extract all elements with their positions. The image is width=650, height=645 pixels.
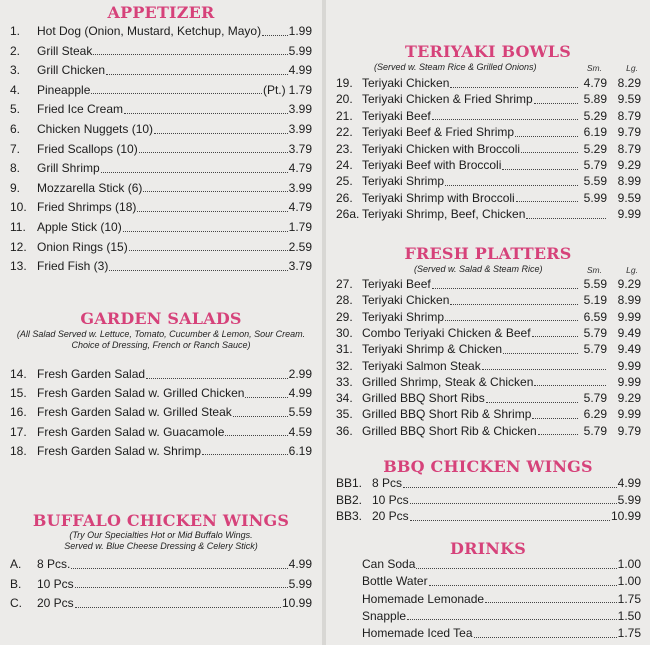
item-name: Teriyaki Chicken & Fried Shrimp bbox=[362, 92, 533, 107]
menu-item bbox=[336, 310, 641, 324]
item-name: Grilled BBQ Short Rib & Shrimp bbox=[362, 407, 532, 422]
menu-item bbox=[10, 386, 312, 400]
item-name: Fresh Garden Salad w. Grilled Chicken bbox=[37, 386, 245, 401]
item-name: Teriyaki Shrimp bbox=[362, 174, 445, 189]
item-number: 9. bbox=[10, 180, 21, 195]
dot-leader bbox=[71, 568, 287, 569]
item-name: Fresh Garden Salad w. Guacamole bbox=[37, 424, 225, 439]
item-number: BB2. bbox=[336, 492, 363, 507]
item-price: 4.79 bbox=[288, 200, 312, 215]
item-name: Onion Rings (15) bbox=[37, 239, 128, 254]
dot-leader bbox=[154, 133, 288, 134]
menu-item bbox=[10, 367, 312, 381]
item-number: 11. bbox=[10, 220, 26, 234]
dot-leader bbox=[516, 201, 578, 202]
item-price-small: 6.29 bbox=[583, 407, 607, 422]
dot-leader bbox=[474, 637, 617, 638]
item-price: 1.75 bbox=[617, 626, 641, 641]
item-number: 12. bbox=[10, 239, 27, 254]
item-name: Fresh Garden Salad w. Grilled Steak bbox=[37, 405, 232, 420]
menu-item bbox=[10, 577, 312, 591]
item-price-small: 5.29 bbox=[583, 108, 607, 123]
dot-leader bbox=[245, 397, 287, 398]
dot-leader bbox=[538, 434, 578, 435]
item-number: 19. bbox=[336, 76, 353, 90]
dot-leader bbox=[410, 503, 617, 504]
item-price: 4.99 bbox=[288, 557, 312, 571]
menu-item bbox=[336, 342, 641, 356]
item-price: 3.79 bbox=[288, 259, 312, 274]
menu-item bbox=[362, 609, 641, 623]
dot-leader bbox=[75, 607, 281, 608]
menu-item bbox=[10, 83, 312, 97]
item-number: C. bbox=[10, 596, 22, 610]
garden-salads-title: GARDEN SALADS bbox=[80, 309, 242, 328]
item-name: Fried Fish (3) bbox=[37, 259, 109, 274]
menu-item bbox=[336, 191, 641, 205]
item-price: 5.99 bbox=[288, 43, 312, 58]
dot-leader bbox=[91, 93, 262, 94]
item-number: 22. bbox=[336, 125, 353, 140]
dot-leader bbox=[486, 402, 578, 403]
menu-item bbox=[10, 240, 312, 254]
dot-leader bbox=[534, 385, 606, 386]
item-number: 35. bbox=[336, 407, 353, 422]
item-number: 13. bbox=[10, 259, 27, 274]
item-number: 33. bbox=[336, 374, 353, 389]
item-number: 15. bbox=[10, 386, 27, 401]
item-price-large: 9.99 bbox=[617, 374, 641, 389]
menu-item bbox=[10, 181, 312, 195]
item-name: 10 Pcs bbox=[37, 576, 74, 591]
item-price: 2.59 bbox=[288, 239, 312, 254]
item-price: 4.99 bbox=[288, 386, 312, 401]
item-price-small: 5.19 bbox=[583, 293, 607, 308]
item-name: 8 Pcs. bbox=[37, 557, 71, 571]
item-price-small: 5.89 bbox=[583, 92, 607, 107]
dot-leader bbox=[403, 487, 617, 488]
menu-item bbox=[336, 407, 641, 421]
dot-leader bbox=[109, 270, 287, 271]
item-number: 28. bbox=[336, 293, 353, 308]
drinks-title: DRINKS bbox=[450, 539, 526, 558]
item-name: Teriyaki Beef & Fried Shrimp bbox=[362, 125, 515, 140]
item-price-large: 9.29 bbox=[617, 158, 641, 172]
menu-right-column bbox=[326, 0, 650, 645]
item-number: 1. bbox=[10, 24, 21, 38]
item-price-small: 5.79 bbox=[583, 158, 607, 172]
item-number: 27. bbox=[336, 277, 353, 291]
dot-leader bbox=[202, 454, 288, 455]
menu-item bbox=[10, 142, 312, 156]
item-name: Apple Stick (10) bbox=[37, 220, 122, 234]
item-price-small: 5.59 bbox=[583, 174, 607, 189]
item-name: Teriyaki Beef bbox=[362, 277, 431, 291]
item-number: 30. bbox=[336, 325, 353, 340]
item-price-small: 5.99 bbox=[583, 190, 607, 205]
item-price: 5.59 bbox=[288, 405, 312, 420]
item-name: Grill Steak bbox=[37, 43, 93, 58]
fresh-platters-lg-header: Lg. bbox=[626, 265, 638, 275]
item-name: Pineapple bbox=[37, 82, 91, 97]
dot-leader bbox=[482, 369, 606, 370]
dot-leader bbox=[262, 35, 288, 36]
buffalo-wings-note-line1: (Try Our Specialties Hot or Mid Buffalo Wings. bbox=[69, 530, 253, 540]
item-number: 2. bbox=[10, 43, 21, 58]
menu-item bbox=[10, 102, 312, 116]
item-price-large: 8.29 bbox=[617, 76, 641, 90]
menu-item bbox=[336, 293, 641, 307]
menu-item bbox=[10, 425, 312, 439]
item-price-small: 5.79 bbox=[583, 391, 607, 406]
menu-item bbox=[336, 125, 641, 139]
item-name: Grilled BBQ Short Rib & Chicken bbox=[362, 423, 537, 438]
menu-left-column bbox=[0, 0, 322, 645]
item-number: 36. bbox=[336, 423, 353, 438]
dot-leader bbox=[450, 304, 578, 305]
teriyaki-bowls-lg-header: Lg. bbox=[626, 63, 638, 73]
item-number: 24. bbox=[336, 158, 353, 172]
item-price-large: 9.99 bbox=[617, 407, 641, 422]
item-name: Teriyaki Shrimp with Broccoli bbox=[362, 190, 515, 205]
menu-item bbox=[362, 626, 641, 640]
item-price: 2.99 bbox=[288, 367, 312, 381]
item-price: 5.99 bbox=[617, 492, 641, 507]
item-price-large: 9.29 bbox=[617, 277, 641, 291]
item-number: 29. bbox=[336, 309, 353, 324]
item-price: 4.79 bbox=[288, 161, 312, 176]
menu-item bbox=[10, 259, 312, 273]
item-price-small: 5.29 bbox=[583, 141, 607, 156]
garden-salads-note-line2: Choice of Dressing, French or Ranch Sauce) bbox=[71, 340, 251, 350]
menu-item bbox=[336, 424, 641, 438]
item-name: 8 Pcs bbox=[372, 476, 403, 490]
item-price-large: 9.49 bbox=[617, 325, 641, 340]
dot-leader bbox=[143, 191, 287, 192]
item-name: Homemade Lemonade bbox=[362, 591, 485, 606]
menu-item bbox=[10, 44, 312, 58]
item-number: 26a. bbox=[336, 207, 360, 222]
teriyaki-bowls-note: (Served w. Steam Rice & Grilled Onions) bbox=[374, 62, 537, 72]
buffalo-wings-note-line2: Served w. Blue Cheese Dressing & Celery Stick) bbox=[64, 541, 258, 551]
item-number: 23. bbox=[336, 141, 353, 156]
menu-item bbox=[336, 76, 641, 90]
dot-leader bbox=[407, 619, 617, 620]
item-price-large: 9.29 bbox=[617, 391, 641, 406]
menu-item bbox=[336, 142, 641, 156]
menu-item bbox=[336, 207, 641, 221]
item-price: 1.50 bbox=[617, 608, 641, 623]
item-price-small: 5.79 bbox=[583, 423, 607, 438]
item-name: Combo Teriyaki Chicken & Beef bbox=[362, 325, 531, 340]
dot-leader bbox=[106, 74, 288, 75]
item-name: Grill Chicken bbox=[37, 63, 106, 78]
item-name: Hot Dog (Onion, Mustard, Ketchup, Mayo) bbox=[37, 24, 262, 38]
item-price: 3.99 bbox=[288, 122, 312, 136]
item-price-large: 9.59 bbox=[617, 190, 641, 205]
item-price: 4.59 bbox=[288, 424, 312, 439]
item-name: Teriyaki Chicken bbox=[362, 293, 450, 308]
item-price-small: 6.19 bbox=[583, 125, 607, 140]
menu-item bbox=[10, 200, 312, 214]
menu-item bbox=[336, 359, 641, 373]
dot-leader bbox=[450, 87, 578, 88]
menu-item bbox=[336, 109, 641, 123]
item-price-large: 8.99 bbox=[617, 293, 641, 308]
dot-leader bbox=[123, 231, 288, 232]
item-number: 18. bbox=[10, 443, 27, 458]
appetizer-title: APPETIZER bbox=[107, 3, 215, 22]
menu-item bbox=[336, 375, 641, 389]
item-number: 5. bbox=[10, 102, 21, 117]
teriyaki-bowls-title: TERIYAKI BOWLS bbox=[405, 42, 571, 61]
item-name: Fried Shrimps (18) bbox=[37, 200, 137, 215]
dot-leader bbox=[139, 152, 288, 153]
menu-item bbox=[10, 24, 312, 38]
dot-leader bbox=[432, 119, 578, 120]
item-name: Homemade Iced Tea bbox=[362, 626, 473, 641]
dot-leader bbox=[521, 152, 578, 153]
item-name: Fresh Garden Salad w. Shrimp bbox=[37, 443, 202, 458]
item-price-small: 5.59 bbox=[583, 277, 607, 291]
item-price-small: 5.79 bbox=[583, 342, 607, 357]
item-number: 16. bbox=[10, 405, 27, 420]
item-number: A. bbox=[10, 557, 22, 571]
item-name: Teriyaki Beef with Broccoli bbox=[362, 158, 502, 172]
dot-leader bbox=[534, 103, 578, 104]
dot-leader bbox=[532, 418, 578, 419]
item-price: 1.79 bbox=[288, 220, 312, 234]
menu-item bbox=[362, 592, 641, 606]
item-name: Teriyaki Shrimp, Beef, Chicken bbox=[362, 207, 526, 222]
dot-leader bbox=[432, 288, 578, 289]
item-name: 20 Pcs bbox=[372, 509, 409, 523]
item-name: Bottle Water bbox=[362, 574, 428, 589]
item-name: Teriyaki Shrimp bbox=[362, 309, 445, 324]
dot-leader bbox=[146, 378, 288, 379]
item-price-large: 9.99 bbox=[617, 358, 641, 373]
item-price-large: 8.79 bbox=[617, 141, 641, 156]
item-number: 32. bbox=[336, 358, 353, 373]
item-price: 6.19 bbox=[288, 443, 312, 458]
menu-item bbox=[336, 174, 641, 188]
dot-leader bbox=[101, 172, 288, 173]
item-name: Chicken Nuggets (10) bbox=[37, 122, 154, 136]
dot-leader bbox=[502, 169, 578, 170]
item-number: 7. bbox=[10, 141, 21, 156]
item-number: 3. bbox=[10, 63, 21, 78]
dot-leader bbox=[429, 585, 617, 586]
item-number: 10. bbox=[10, 200, 27, 215]
dot-leader bbox=[233, 416, 288, 417]
menu-item bbox=[362, 574, 641, 588]
dot-leader bbox=[503, 353, 578, 354]
menu-item bbox=[336, 277, 641, 291]
item-price-small: 6.59 bbox=[583, 309, 607, 324]
item-number: 34. bbox=[336, 391, 353, 406]
item-name: Teriyaki Salmon Steak bbox=[362, 358, 481, 373]
item-name: Grilled Shrimp, Steak & Chicken bbox=[362, 374, 534, 389]
menu-item bbox=[10, 63, 312, 77]
item-price-large: 8.99 bbox=[617, 174, 641, 189]
dot-leader bbox=[416, 568, 616, 569]
item-price-small: 5.79 bbox=[583, 325, 607, 340]
dot-leader bbox=[137, 211, 287, 212]
menu-item bbox=[336, 92, 641, 106]
item-price: 1.99 bbox=[288, 24, 312, 38]
item-name: Can Soda bbox=[362, 557, 416, 571]
dot-leader bbox=[445, 185, 578, 186]
item-number: 26. bbox=[336, 190, 353, 205]
item-price: 3.99 bbox=[288, 180, 312, 195]
item-price: 4.99 bbox=[288, 63, 312, 78]
menu-item bbox=[336, 509, 641, 523]
dot-leader bbox=[124, 113, 288, 114]
item-name: Teriyaki Chicken with Broccoli bbox=[362, 141, 521, 156]
dot-leader bbox=[93, 54, 287, 55]
item-name: 10 Pcs bbox=[372, 492, 409, 507]
fresh-platters-note: (Served w. Salad & Steam Rice) bbox=[414, 264, 543, 274]
item-price-large: 9.99 bbox=[617, 309, 641, 324]
item-name: Teriyaki Shrimp & Chicken bbox=[362, 342, 503, 357]
dot-leader bbox=[515, 136, 578, 137]
dot-leader bbox=[225, 435, 287, 436]
item-number: B. bbox=[10, 576, 22, 591]
item-price: 4.99 bbox=[617, 476, 641, 490]
item-number: 6. bbox=[10, 122, 21, 136]
item-name: Snapple bbox=[362, 608, 407, 623]
item-number: 14. bbox=[10, 367, 27, 381]
item-name: 20 Pcs bbox=[37, 596, 74, 610]
dot-leader bbox=[485, 602, 617, 603]
item-price-large: 9.49 bbox=[617, 342, 641, 357]
bbq-wings-title: BBQ CHICKEN WINGS bbox=[383, 457, 593, 476]
item-price-large: 9.79 bbox=[617, 125, 641, 140]
item-price: 1.79 bbox=[288, 82, 312, 97]
menu-item bbox=[336, 326, 641, 340]
item-price: 1.75 bbox=[617, 591, 641, 606]
item-number: BB3. bbox=[336, 509, 363, 523]
item-name: Grilled BBQ Short Ribs bbox=[362, 391, 485, 406]
item-price: 10.99 bbox=[610, 509, 641, 523]
dot-leader bbox=[75, 587, 288, 588]
teriyaki-bowls-sm-header: Sm. bbox=[586, 63, 602, 73]
item-number: 25. bbox=[336, 174, 353, 189]
item-name: Fried Scallops (10) bbox=[37, 141, 138, 156]
menu-item bbox=[362, 557, 641, 571]
buffalo-wings-title: BUFFALO CHICKEN WINGS bbox=[32, 511, 290, 530]
menu-item bbox=[336, 391, 641, 405]
item-number: 31. bbox=[336, 342, 353, 357]
dot-leader bbox=[410, 520, 610, 521]
item-price: 10.99 bbox=[281, 596, 312, 610]
item-number: 8. bbox=[10, 161, 21, 176]
item-number: 20. bbox=[336, 92, 353, 107]
menu-item bbox=[10, 161, 312, 175]
item-price: 3.79 bbox=[288, 141, 312, 156]
item-price-large: 9.99 bbox=[617, 207, 641, 222]
menu-item bbox=[10, 122, 312, 136]
item-price-large: 9.59 bbox=[617, 92, 641, 107]
item-name: Fresh Garden Salad bbox=[37, 367, 146, 381]
menu-item bbox=[10, 557, 312, 571]
item-number: 4. bbox=[10, 82, 21, 97]
menu-item bbox=[336, 158, 641, 172]
item-name: Teriyaki Chicken bbox=[362, 76, 450, 90]
menu-item bbox=[336, 493, 641, 507]
menu-item bbox=[336, 476, 641, 490]
item-price: 3.99 bbox=[288, 102, 312, 117]
item-price: 5.99 bbox=[288, 576, 312, 591]
dot-leader bbox=[532, 336, 578, 337]
item-price-large: 8.79 bbox=[617, 108, 641, 123]
item-number: 17. bbox=[10, 424, 27, 439]
item-price-large: 9.79 bbox=[617, 423, 641, 438]
fresh-platters-sm-header: Sm. bbox=[586, 265, 602, 275]
item-number: BB1. bbox=[336, 476, 363, 490]
menu-item bbox=[10, 444, 312, 458]
dot-leader bbox=[445, 320, 578, 321]
item-name: Fried Ice Cream bbox=[37, 102, 124, 117]
fresh-platters-title: FRESH PLATTERS bbox=[404, 244, 572, 263]
dot-leader bbox=[526, 218, 606, 219]
item-name: Grill Shrimp bbox=[37, 161, 100, 176]
item-size-note: (Pt.) bbox=[262, 82, 286, 97]
menu-item bbox=[10, 220, 312, 234]
menu-item bbox=[10, 405, 312, 419]
item-price: 1.00 bbox=[617, 557, 641, 571]
garden-salads-note-line1: (All Salad Served w. Lettuce, Tomato, Cucumber & Lemon, Sour Cream. bbox=[16, 329, 306, 339]
menu-item bbox=[10, 596, 312, 610]
item-name: Teriyaki Beef bbox=[362, 108, 431, 123]
item-price: 1.00 bbox=[617, 574, 641, 589]
dot-leader bbox=[129, 250, 288, 251]
item-name: Mozzarella Stick (6) bbox=[37, 180, 143, 195]
item-number: 21. bbox=[336, 108, 353, 123]
item-price-small: 4.79 bbox=[583, 76, 607, 90]
